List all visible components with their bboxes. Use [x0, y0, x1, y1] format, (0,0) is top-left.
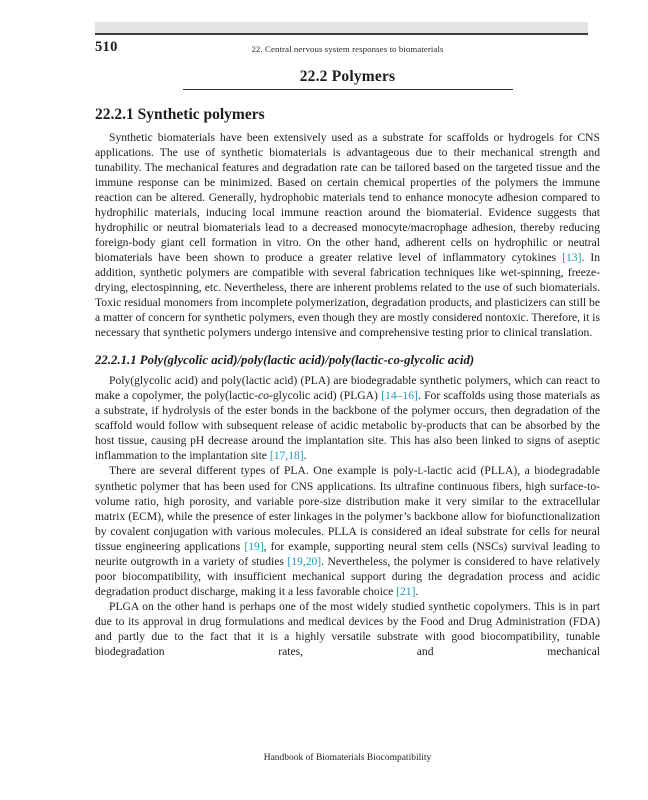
text-run: -lactic acid (PLLA), a biodegradable synthetic polymer that has been used for CNS applications. Its ultrafine continuous fibers, high surface-to-volume ratio, high porosity, and variable pore-size distribution make it very similar to the extracellular matrix (ECM), while the presence of ester linkages in the polymer’s backbone allow for biofunctionalization by covalent conjugation with various molecules. PLLA is considered an ideal substrate for cells for neural tissue engineering applications	[95, 464, 600, 553]
text-run: L	[417, 466, 424, 476]
text-run: . For scaffolds using those materials as a substrate, if hydrolysis of the ester bonds in the backbone of the polymer occurs, then degradation of the scaffold would follow with subsequent release of acidic metabolic by-products that can be absorbed by the host tissue, causing pH decrease around the implantation site. This has also been linked to signs of aseptic inflammation to the implantation site	[95, 389, 600, 462]
paragraph-synthetic-intro	[95, 130, 600, 340]
text-run: .	[415, 585, 419, 598]
heading-synthetic-polymers: 22.2.1 Synthetic polymers	[95, 106, 265, 123]
text-run: There are several different types of PLA. One example is poly-	[109, 464, 418, 477]
text-run: -glycolic acid) (PLGA)	[268, 389, 382, 402]
citation-link[interactable]: [14–16]	[381, 389, 418, 402]
text-run: Poly(glycolic acid) and poly(lactic acid) (PLA) are biodegradable synthetic polymers, which can react to make a copolymer, the poly(lactic-	[95, 374, 600, 402]
citation-link[interactable]: [13]	[562, 251, 582, 264]
citation-link[interactable]: [19]	[244, 540, 264, 553]
page-number: 510	[95, 39, 118, 55]
text-run: . Nevertheless, the polymer is considered to have relatively poor biocompatibility, with insufficient mechanical support during the degradation process and acidic degradation product discharge, making it a less favorable choice	[95, 555, 600, 598]
chapter-header-bar	[95, 22, 588, 35]
citation-link[interactable]: [19,20]	[287, 555, 322, 568]
book-footer: Handbook of Biomaterials Biocompatibility	[263, 753, 432, 763]
text-run: .	[303, 449, 307, 462]
section-title-rule	[183, 89, 513, 90]
text-run: co	[258, 389, 269, 402]
paragraph-plla	[95, 463, 600, 599]
paragraph-pga-pla	[95, 373, 600, 463]
heading-pga-pla-plga: 22.2.1.1 Poly(glycolic acid)/poly(lactic acid)/poly(lactic-co-glycolic acid)	[95, 353, 475, 367]
text-run: , for example, supporting neural stem cells (NSCs) survival leading to neurite outgrowth in a variety of studies	[95, 540, 600, 568]
section-title: 22.2 Polymers	[299, 68, 396, 85]
paragraph-plga	[95, 599, 600, 659]
citation-link[interactable]: [21]	[396, 585, 416, 598]
text-run: . In addition, synthetic polymers are compatible with several fabrication techniques like wet-spinning, freeze-drying, electospinning, etc. Nevertheless, there are inherent problems related to the use of such biomaterials. Toxic residual monomers from incomplete polymerization, degradation products, and plasticizers can still be a matter of concern for synthetic polymers, even though they are mostly considered nontoxic. Therefore, it is necessary that synthetic polymers undergo intensive and comprehensive testing prior to clinical translation.	[95, 251, 600, 339]
citation-link[interactable]: [17,18]	[269, 449, 304, 462]
running-head: 22. Central nervous system responses to biomaterials	[251, 44, 444, 54]
page-header	[95, 39, 600, 57]
text-run: PLGA on the other hand is perhaps one of the most widely studied synthetic copolymers. This is in part due to its approval in drug formulations and medical devices by the Food and Drug Administration (FDA) and partly due to the fact that it is a highly versatile substrate with good biocompatibility, tunable biodegradation rates, and mechanical	[95, 600, 600, 658]
text-run: Synthetic biomaterials have been extensively used as a substrate for scaffolds or hydrogels for CNS applications. The use of synthetic biomaterials is advantageous due to their mechanical strength and tunability. The mechanical features and degradation rate can be tailored based on the targeted tissue and the immune response can be minimized. Based on certain chemical properties of the polymers the immune reaction can be altered. Generally, hydrophobic materials tend to enhance monocyte adhesion compared to hydrophilic materials, inducing local immune reaction around the biomaterial. Evidence suggests that hydrophilic or neutral biomaterials lead to a decreased monocyte/macrophage adhesion, thereby reducing foreign-body giant cell formation in vitro. On the other hand, adherent cells on hydrophilic or neutral biomaterials have been shown to produce a greater relative level of inflammatory cytokines	[95, 131, 600, 264]
